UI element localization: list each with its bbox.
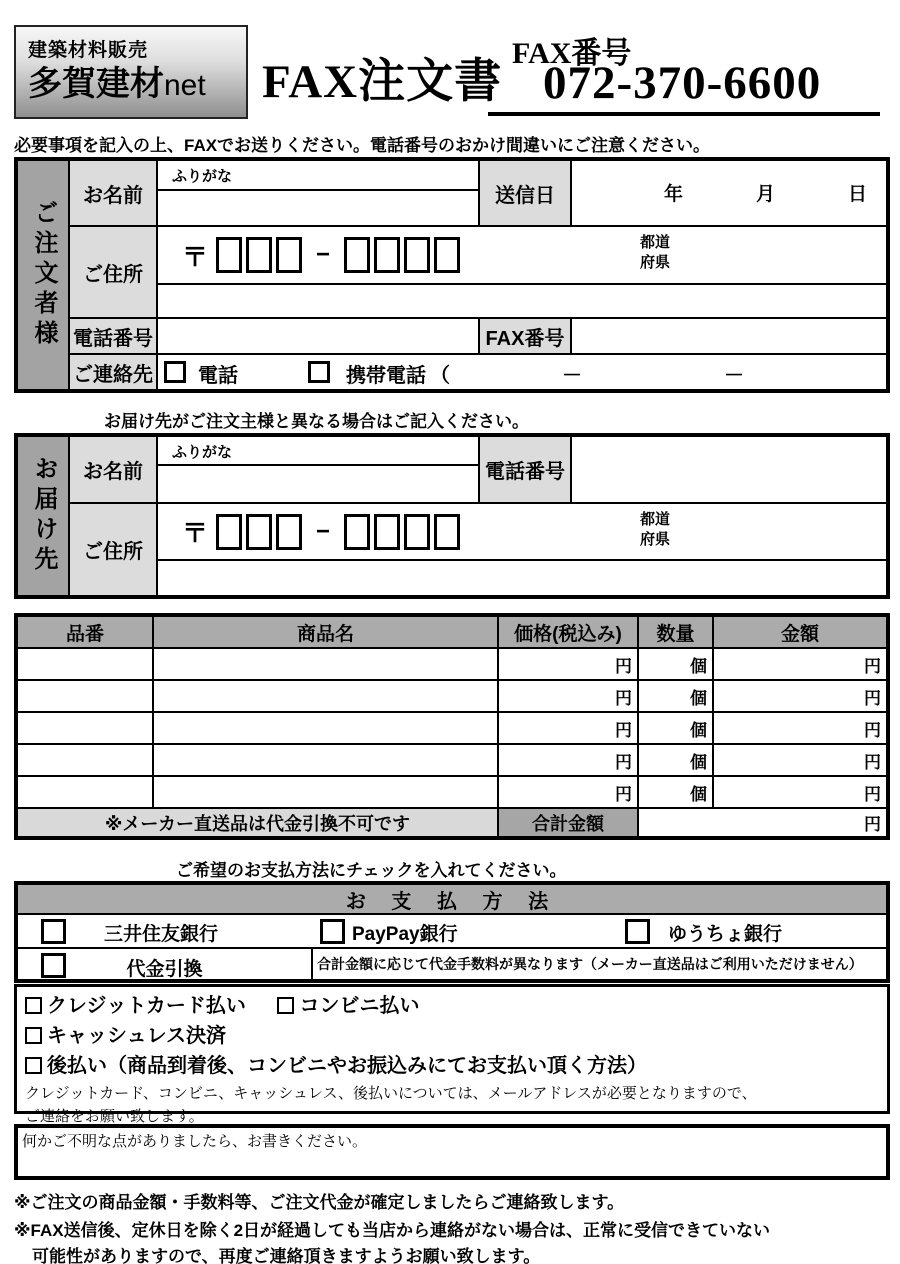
product-table: [14, 613, 890, 840]
qty-field[interactable]: [639, 777, 712, 807]
page-title: FAX注文書: [262, 56, 503, 108]
yen-unit: 円: [864, 720, 881, 740]
postal-digit-box[interactable]: [434, 237, 460, 273]
yen-unit: 円: [615, 720, 632, 740]
cashless-option-line: [25, 1021, 887, 1051]
yen-unit: 円: [615, 656, 632, 676]
cod-label: 代金引換: [126, 959, 203, 980]
qty-field[interactable]: [639, 649, 712, 679]
payment-header: お 支 払 方 法: [18, 885, 886, 913]
col-header-product-name: 商品名: [154, 617, 497, 647]
orderer-send-date-label: 送信日: [480, 161, 570, 225]
company-logo: [14, 25, 248, 119]
fax-number-underline: [488, 112, 880, 116]
postal-digit-box[interactable]: [216, 514, 242, 550]
fax-number-label: FAX番号: [512, 37, 632, 70]
contact-mobile-checkbox[interactable]: [308, 361, 330, 383]
yen-unit: 円: [615, 752, 632, 772]
year-label: 年: [664, 184, 684, 205]
amount-field[interactable]: [714, 681, 886, 711]
yen-unit: 円: [615, 688, 632, 708]
credit-label: クレジットカード払い: [47, 995, 246, 1017]
item-no-field[interactable]: [18, 777, 152, 807]
delivery-name-field[interactable]: [158, 466, 478, 502]
postal-digit-box[interactable]: [404, 514, 430, 550]
remarks-prompt: 何かご不明な点がありましたら、お書きください。: [22, 1133, 368, 1150]
cashless-label: キャッシュレス決済: [47, 1025, 226, 1047]
orderer-fax-label: FAX番号: [480, 319, 570, 353]
delivery-address-label: ご住所: [70, 504, 156, 595]
email-required-note-line1: クレジットカード、コンビニ、キャッシュレス、後払いについては、メールアドレスが必要となりますので、: [25, 1085, 757, 1102]
day-label: 日: [848, 184, 868, 205]
footer-note-2: ※FAX送信後、定休日を除く2日が経過しても当店から連絡がない場合は、正常に受信できていない: [14, 1221, 771, 1240]
col-header-amount: 金額: [714, 617, 886, 647]
col-header-price: 価格(税込み): [499, 617, 637, 647]
orderer-phone-label: 電話番号: [70, 319, 156, 353]
payment-table: [14, 881, 890, 983]
price-field[interactable]: [499, 681, 637, 711]
piece-unit: 個: [690, 656, 707, 676]
bank2-label: PayPay銀行: [352, 924, 458, 945]
orderer-address-field[interactable]: [158, 285, 886, 317]
item-no-field[interactable]: [18, 745, 152, 775]
yen-unit: 円: [864, 815, 881, 834]
cod-option: [18, 949, 311, 979]
contact-phone-checkbox[interactable]: [164, 361, 186, 383]
product-name-field[interactable]: [154, 777, 497, 807]
item-no-field[interactable]: [18, 681, 152, 711]
price-field[interactable]: [499, 777, 637, 807]
bank1-checkbox[interactable]: [41, 919, 66, 944]
bank1-label: 三井住友銀行: [104, 924, 219, 945]
postal-digit-box[interactable]: [216, 237, 242, 273]
postal-dash: −: [316, 517, 331, 545]
delivery-phone-label: 電話番号: [480, 437, 570, 502]
orderer-phone-field[interactable]: [158, 319, 478, 353]
credit-checkbox[interactable]: [25, 997, 42, 1014]
month-label: 月: [756, 184, 776, 205]
postal-digit-box[interactable]: [404, 237, 430, 273]
direct-shipping-note: ※メーカー直送品は代金引換不可です: [18, 809, 497, 836]
cod-fee-note: 合計金額に応じて代金手数料が異なります（メーカー直送品はご利用いただけません）: [313, 949, 886, 979]
piece-unit: 個: [690, 688, 707, 708]
total-amount-field[interactable]: [639, 809, 886, 836]
qty-field[interactable]: [639, 713, 712, 743]
piece-unit: 個: [690, 752, 707, 772]
bank-options-row: [18, 915, 886, 947]
mobile-dash: －: [724, 365, 744, 387]
delivery-furigana-field[interactable]: ふりがな: [158, 437, 478, 464]
amount-field[interactable]: [714, 649, 886, 679]
yen-unit: 円: [615, 784, 632, 804]
orderer-furigana-field[interactable]: ふりがな: [158, 161, 478, 189]
amount-field[interactable]: [714, 713, 886, 743]
orderer-postal-field[interactable]: [158, 227, 886, 283]
prefecture-label: 都道 府県: [640, 234, 671, 272]
orderer-side-label: ご注文者様: [18, 161, 68, 389]
delivery-address-field[interactable]: [158, 561, 886, 595]
logo-company-name: 多賀建材net: [28, 65, 206, 103]
amount-field[interactable]: [714, 777, 886, 807]
postal-digit-box[interactable]: [374, 237, 400, 273]
mobile-dash: －: [562, 365, 582, 387]
bank2-checkbox[interactable]: [320, 919, 345, 944]
yen-unit: 円: [864, 688, 881, 708]
fax-number-value: 072-370-6600: [543, 57, 822, 109]
orderer-name-label: お名前: [70, 161, 156, 225]
item-no-field[interactable]: [18, 649, 152, 679]
postal-mark-icon: 〒: [182, 518, 209, 548]
delivery-phone-field[interactable]: [572, 437, 886, 502]
yen-unit: 円: [864, 752, 881, 772]
footer-note-1: ※ご注文の商品金額・手数料等、ご注文代金が確定しましたらご連絡致します。: [14, 1193, 625, 1212]
yen-unit: 円: [864, 784, 881, 804]
konbini-label: コンビニ払い: [299, 995, 420, 1017]
footer-note-3: 可能性がありますので、再度ご連絡頂きますようお願い致します。: [32, 1247, 541, 1264]
cashless-checkbox[interactable]: [25, 1027, 42, 1044]
yen-unit: 円: [864, 656, 881, 676]
konbini-checkbox[interactable]: [277, 997, 294, 1014]
delivery-postal-field[interactable]: [158, 504, 886, 559]
postal-digit-box[interactable]: [246, 514, 272, 550]
delivery-side-label: お届け先: [18, 437, 68, 595]
postal-digit-box[interactable]: [276, 237, 302, 273]
qty-field[interactable]: [639, 745, 712, 775]
email-required-note-line2: ご連絡をお願い致します。: [25, 1108, 204, 1125]
orderer-fax-field[interactable]: [572, 319, 886, 353]
orderer-address-label: ご住所: [70, 227, 156, 317]
logo-tagline: 建築材料販売: [28, 40, 149, 61]
deferred-label: 後払い（商品到着後、コンビニやお振込みにてお支払い頂く方法）: [47, 1055, 647, 1077]
credit-options-line1: [25, 991, 887, 1021]
delivery-table: [14, 433, 890, 599]
delivery-name-label: お名前: [70, 437, 156, 502]
form-instruction: 必要事項を記入の上、FAXでお送りください。電話番号のおかけ間違いにご注意ください。: [14, 136, 711, 155]
product-name-field[interactable]: [154, 745, 497, 775]
price-field[interactable]: [499, 745, 637, 775]
postal-dash: −: [316, 241, 331, 268]
mobile-paren: （: [430, 365, 450, 387]
contact-phone-label: 電話: [198, 365, 238, 387]
postal-digit-box[interactable]: [276, 514, 302, 550]
price-field[interactable]: [499, 713, 637, 743]
product-name-field[interactable]: [154, 713, 497, 743]
payment-intro: ご希望のお支払方法にチェックを入れてください。: [176, 861, 567, 880]
price-field[interactable]: [499, 649, 637, 679]
col-header-item-no: 品番: [18, 617, 152, 647]
piece-unit: 個: [690, 720, 707, 740]
qty-field[interactable]: [639, 681, 712, 711]
deferred-option-line: [25, 1051, 887, 1081]
postal-digit-box[interactable]: [344, 237, 370, 273]
contact-mobile-label: 携帯電話: [346, 365, 426, 387]
bank3-label: ゆうちょ銀行: [668, 924, 783, 945]
postal-digit-box[interactable]: [344, 514, 370, 550]
postal-mark-icon: 〒: [182, 241, 209, 272]
product-name-field[interactable]: [154, 681, 497, 711]
orderer-contact-label: ご連絡先: [70, 355, 156, 389]
postal-digit-box[interactable]: [246, 237, 272, 273]
col-header-qty: 数量: [639, 617, 712, 647]
orderer-table: [14, 157, 890, 393]
prefecture-label: 都道 府県: [640, 511, 671, 549]
orderer-name-field[interactable]: [158, 191, 478, 225]
orderer-contact-field: [158, 355, 886, 389]
other-payment-box: [14, 984, 890, 1125]
orderer-send-date-field[interactable]: [572, 161, 886, 225]
total-label: 合計金額: [499, 809, 637, 836]
remarks-box[interactable]: [14, 1124, 890, 1180]
amount-field[interactable]: [714, 745, 886, 775]
product-name-field[interactable]: [154, 649, 497, 679]
item-no-field[interactable]: [18, 713, 152, 743]
postal-digit-box[interactable]: [374, 514, 400, 550]
delivery-note: お届け先がご注文主様と異なる場合はご記入ください。: [104, 412, 529, 431]
deferred-checkbox[interactable]: [25, 1057, 42, 1074]
bank3-checkbox[interactable]: [625, 919, 650, 944]
postal-digit-box[interactable]: [434, 514, 460, 550]
piece-unit: 個: [690, 784, 707, 804]
